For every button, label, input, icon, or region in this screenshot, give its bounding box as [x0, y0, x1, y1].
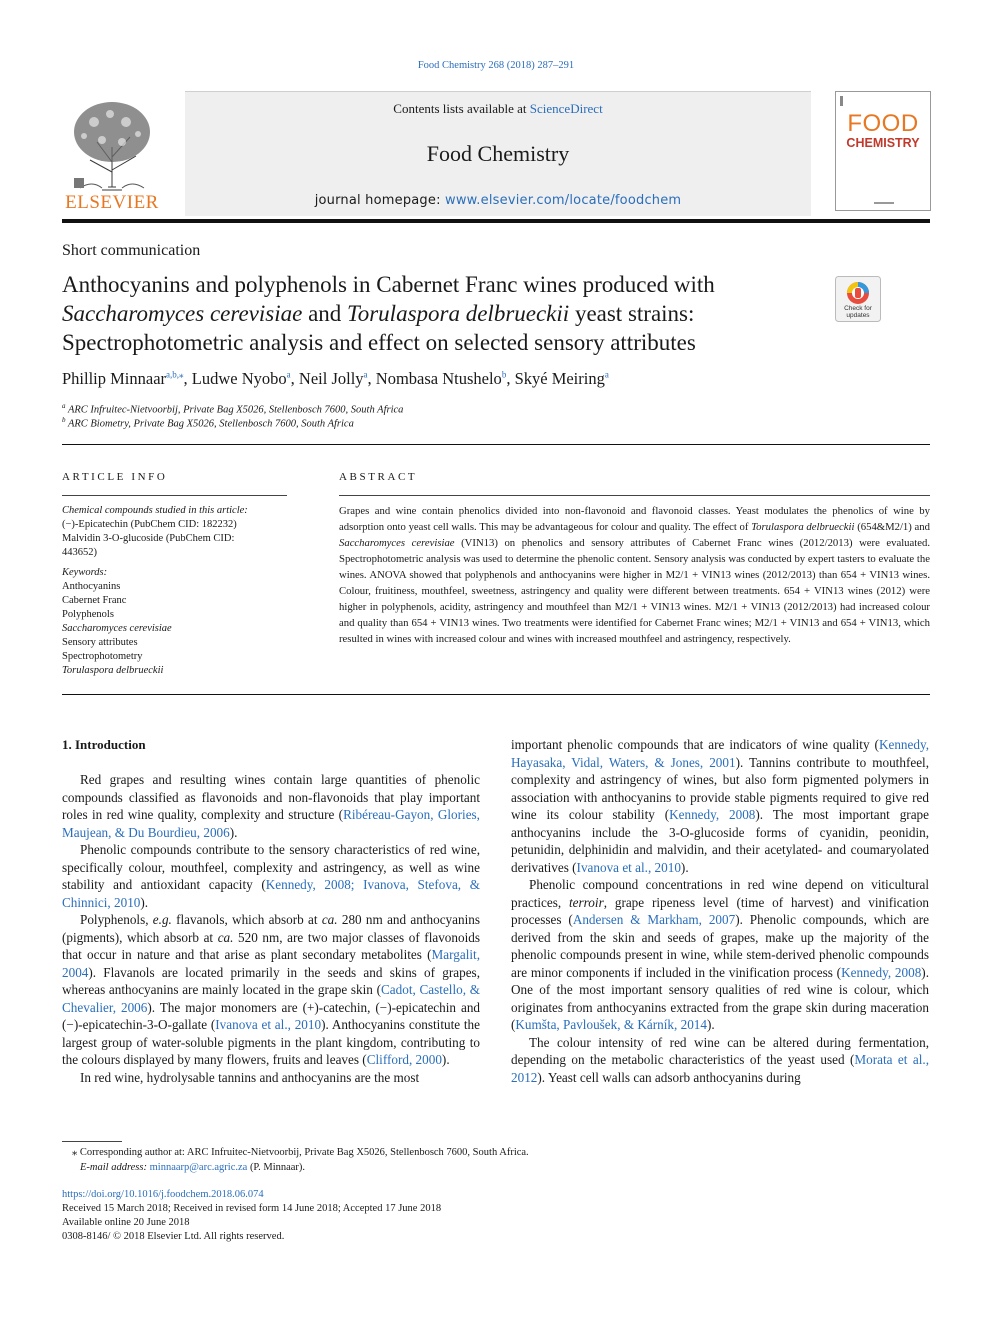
citation-link[interactable]: Ivanova et al., 2010	[576, 859, 681, 875]
keyword-item: Spectrophotometry	[62, 651, 143, 662]
compound-item: Malvidin 3-O-glucoside (PubChem CID:	[62, 533, 235, 544]
title-line-3: Spectrophotometric analysis and effect on selected sensory attributes	[62, 330, 696, 355]
author-separator: ,	[367, 369, 376, 388]
homepage-link[interactable]: www.elsevier.com/locate/foodchem	[445, 193, 682, 208]
received-dates: Received 15 March 2018; Received in revised form 14 June 2018; Accepted 17 June 2018	[62, 1203, 442, 1214]
text: Phenolic compound concentrations in red wine depend on viticultural practices,	[511, 877, 929, 910]
cover-footer-mark	[874, 202, 894, 204]
check-updates-label	[835, 305, 881, 319]
text: ).	[229, 824, 238, 840]
paragraph	[511, 1034, 929, 1087]
divider	[62, 495, 287, 496]
keyword-item: Polyphenols	[62, 609, 114, 620]
text: Phenolic compounds contribute to the sensory characteristics of red wine, specifically colour, mouthfeel, complexity and astringency, as well as wine stability and antioxidant capacity (	[62, 842, 480, 892]
citation-link[interactable]: Morata et al., 2012	[511, 1052, 929, 1085]
text: The colour intensity of red wine can be altered during fermentation, depending on the metabolic characteristics of the yeast used (	[511, 1034, 929, 1067]
text: 520 nm, are two major classes of flavonoids that occur in nature and that arise as plant secondary metabolites (	[62, 929, 480, 962]
doi-link-text[interactable]: https://doi.org/10.1016/j.foodchem.2018.06.074	[62, 1189, 264, 1200]
article-title	[62, 270, 822, 357]
text: ). Phenolic compounds, which are derived from the skin and seeds of grapes, make up the majority of the phenolic compounds present in wine, while stem-derived phenolic compounds are minor components if included in the vinification process (	[511, 912, 929, 980]
copyright: 0308-8146/ © 2018 Elsevier Ltd. All rights reserved.	[62, 1231, 285, 1242]
email-note	[80, 1161, 305, 1175]
citation-link[interactable]: Andersen & Markham, 2007	[572, 912, 736, 927]
sciencedirect-link[interactable]: ScienceDirect	[529, 101, 603, 116]
affiliation-text: ARC Biometry, Private Bag X5026, Stellenbosch 7600, South Africa	[67, 418, 354, 430]
text: 280 nm and anthocyanins (pigments), which absorb at	[62, 912, 480, 945]
title-species-2: Torulaspora delbrueckii	[347, 301, 570, 326]
text-italic: ca.	[321, 912, 338, 927]
title-line-1: Anthocyanins and polyphenols in Cabernet Franc wines produced with	[62, 272, 715, 297]
elsevier-logo[interactable]	[62, 92, 162, 214]
text: important phenolic compounds that are indicators of wine quality (	[511, 737, 879, 752]
text-italic: ca.	[217, 929, 234, 945]
corresponding-author-note: ⁎ Corresponding author at: ARC Infruitec-Nietvoorbij, Private Bag X5026, Stellenbosch 7600, South Africa.	[72, 1147, 529, 1158]
text-italic: terroir	[569, 894, 604, 910]
divider	[62, 444, 930, 445]
cover-title-chemistry: CHEMISTRY	[846, 136, 920, 150]
keyword-item: Saccharomyces cerevisiae	[62, 623, 172, 634]
email-end: (P. Minnaar).	[247, 1162, 306, 1173]
author-name[interactable]: Skyé Meiring	[514, 369, 605, 388]
check-updates-line-1: Check for	[844, 305, 872, 312]
paragraph	[511, 736, 929, 876]
compound-item: (−)-Epicatechin (PubChem CID: 182232)	[62, 519, 237, 530]
affiliation-b	[62, 416, 354, 430]
citation-link[interactable]: Cadot, Castello, & Chevalier, 2006	[62, 982, 480, 1015]
title-and: and	[302, 301, 348, 326]
text: ).	[680, 859, 689, 875]
keyword-item: Cabernet Franc	[62, 595, 127, 606]
journal-name: Food Chemistry	[426, 141, 570, 166]
author-separator: ,	[506, 369, 515, 388]
text-italic: e.g.	[152, 912, 172, 927]
compound-item: 443652)	[62, 547, 97, 558]
cover-title-food: FOOD	[847, 110, 919, 137]
compounds-label: Chemical compounds studied in this article:	[62, 505, 248, 516]
paragraph	[62, 1069, 480, 1087]
text: ). Flavanols are located primarily in the seeds and skins of grapes, whereas anthocyanins are mainly located in the grape skin (	[62, 964, 480, 997]
text: ).	[441, 1052, 450, 1067]
text: Red grapes and resulting wines contain large quantities of phenolic compounds classified as flavonoids and non-flavonoids that play important roles in red wine quality, complexity and structure (	[62, 772, 480, 822]
paragraph	[511, 876, 929, 1034]
author-affiliation-marker[interactable]: a,b,	[166, 369, 180, 380]
citation-link[interactable]: Kennedy, 2008	[841, 964, 922, 980]
citation-link[interactable]: Ivanova et al., 2010	[215, 1017, 322, 1032]
text: ).	[140, 894, 149, 910]
title-line-2-end: yeast strains:	[569, 301, 695, 326]
author-name[interactable]: Ludwe Nyobo	[191, 369, 287, 388]
affiliation-a	[62, 402, 403, 416]
author-separator: ,	[183, 369, 192, 388]
abstract-species: Saccharomyces cerevisiae	[339, 537, 455, 549]
header-rule	[62, 219, 930, 223]
footnote-rule	[62, 1141, 122, 1142]
citation-link[interactable]: Ribéreau-Gayon, Glories, Maujean, & Du Bourdieu, 2006	[62, 807, 480, 840]
text: ).	[706, 1017, 715, 1032]
text: flavanols, which absorb at	[171, 912, 322, 927]
available-online: Available online 20 June 2018	[62, 1217, 190, 1228]
author-affiliation-marker[interactable]: b	[501, 369, 507, 380]
article-type: Short communication	[62, 242, 201, 259]
keyword-item: Torulaspora delbrueckii	[62, 665, 164, 676]
section-heading-introduction: 1. Introduction	[62, 737, 146, 752]
author-affiliation-marker[interactable]: a	[604, 369, 609, 380]
citation-link[interactable]: Kennedy, Hayasaka, Vidal, Waters, & Jones, 2001	[511, 737, 929, 770]
body-column-right	[511, 736, 929, 1086]
affiliation-marker: b	[62, 416, 66, 424]
citation-link[interactable]: Margalit, 2004	[62, 947, 480, 980]
abstract-part: (VIN13) on phenolics and sensory attributes of Cabernet Franc wines (2012/2013) were evaluated. Spectrophotometric analysis was used to determine the phenolic content. Sensory analysis was conducted by expert tasters to evaluate the wines. ANOVA showed that polyphenols and anthocyanins were higher in M2/1 + VIN13 wines (2012/2013) than 654 + VIN13 wines. Colour, fruitiness, mouthfeel, sweetness, astringency and quality were different between treatments. 654 + VIN13 wines (2012) were higher in polyphenols, acidity, astringency and mouthfeel than M2/1 + VIN13 wines. M2/1 + VIN13 (2012/2013) had increased colour and quality than 654 + VIN13 wines. Two treatments were identified for Cabernet Franc wines; M2/1 + VIN13 and 654 + VIN13, which resulted in wines with increased colour and wines with increased mouthfeel and astringency, respectively.	[339, 537, 930, 645]
text: ). One of the most important sensory qualities of red wine is colour, which originates from anthocyanins extracted from the grape skin during maceration (	[511, 964, 929, 1032]
paragraph	[62, 771, 480, 841]
check-updates-line-2: updates	[846, 312, 870, 319]
abstract-text	[339, 503, 930, 647]
body-column-left	[62, 771, 480, 1086]
author-name[interactable]: Phillip Minnaar	[62, 369, 167, 388]
title-species-1: Saccharomyces cerevisiae	[62, 301, 303, 326]
paragraph	[62, 841, 480, 911]
affiliation-marker: a	[62, 402, 66, 410]
author-affiliation-marker[interactable]: a	[286, 369, 291, 380]
journal-cover-thumbnail[interactable]	[835, 91, 931, 211]
text: ). Tannins contribute to mouthfeel, complexity and astringency of wines, but also form pigmented polymers in association with anthocyanins to provide stable pigments required to give red wine its colour stability (	[511, 754, 930, 822]
keywords-label: Keywords:	[62, 567, 108, 578]
journal-citation[interactable]: Food Chemistry 268 (2018) 287–291	[417, 60, 575, 71]
abstract-part: Grapes and wine contain phenolics divided into non-flavonoid and flavonoid classes. Yeast modulates the phenolics of wine by adsorption onto yeast cell walls. This may be advantageous for colour and quality. The effect of	[339, 505, 930, 533]
citation-link[interactable]: Kumšta, Pavloušek, & Kárník, 2014	[515, 1017, 707, 1032]
journal-homepage-line	[185, 193, 811, 208]
divider	[339, 495, 930, 496]
author-list	[62, 369, 609, 389]
contents-line	[185, 101, 811, 117]
text: ). Yeast cell walls can adsorb anthocyanins during	[537, 1069, 801, 1085]
paragraph	[62, 911, 480, 1069]
text: ). Anthocyanins constitute the largest group of water-soluble pigments in the plant kingdom, contributing to the colours displayed by many flowers, fruits and leaves (	[62, 1017, 481, 1067]
doi-link[interactable]	[62, 1188, 264, 1202]
keyword-item: Anthocyanins	[62, 581, 121, 592]
abstract-species: Torulaspora delbrueckii	[751, 521, 855, 533]
elsevier-wordmark: ELSEVIER	[65, 192, 159, 213]
check-for-updates-button[interactable]	[835, 276, 881, 322]
email-link[interactable]: minnaarp@arc.agric.za	[149, 1162, 248, 1173]
abstract-part: (654&M2/1) and	[854, 521, 930, 533]
contents-prefix: Contents lists available at	[393, 101, 530, 116]
text: ). The most important grape anthocyanins include the 3-O-glucoside forms of cyanidin, peonidin, petunidin, delphinidin and malvidin, and their acetylated- and coumaryolated derivatives (	[511, 807, 929, 875]
author-name[interactable]: Neil Jolly	[298, 369, 364, 388]
affiliation-text: ARC Infruitec-Nietvoorbij, Private Bag X5026, Stellenbosch 7600, South Africa	[67, 404, 404, 416]
citation-link[interactable]: Kennedy, 2008; Ivanova, Stefova, & Chinnici, 2010	[62, 877, 480, 910]
article-info-block	[62, 504, 287, 678]
citation-link[interactable]: Kennedy, 2008	[669, 807, 756, 822]
keyword-item: Sensory attributes	[62, 637, 138, 648]
text: ). The major monomers are (+)-catechin, (−)-epicatechin and (−)-epicatechin-3-O-gallate (	[62, 999, 481, 1032]
title-line-2	[62, 299, 822, 328]
text: In red wine, hydrolysable tannins and anthocyanins are the most	[80, 1069, 420, 1085]
author-name[interactable]: Nombasa Ntushelo	[375, 369, 502, 388]
article-info-heading: ARTICLE INFO	[62, 471, 168, 483]
text: Polyphenols,	[80, 912, 153, 927]
divider	[62, 694, 930, 695]
text: , grape ripeness level (time of harvest) and vinification processes (	[511, 894, 930, 927]
email-label: E-mail address:	[80, 1162, 150, 1173]
author-separator: ,	[290, 369, 299, 388]
abstract-heading: ABSTRACT	[339, 471, 418, 483]
cover-mark	[840, 96, 843, 106]
citation-link[interactable]: Clifford, 2000	[366, 1052, 442, 1067]
author-affiliation-marker[interactable]: a	[363, 369, 368, 380]
corresponding-author-marker[interactable]: ⁎	[179, 369, 184, 380]
homepage-prefix: journal homepage:	[314, 193, 445, 208]
